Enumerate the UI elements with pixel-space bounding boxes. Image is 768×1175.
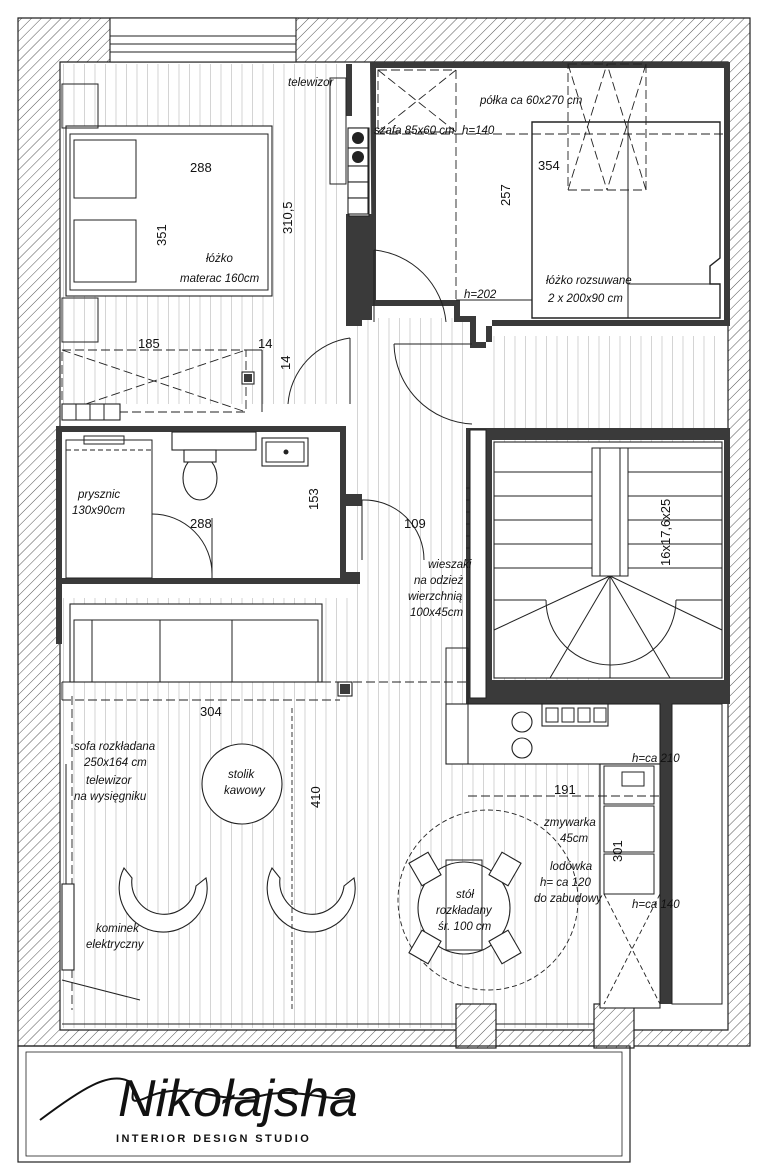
coffee-table: [202, 744, 282, 824]
label-tv-bedroom: telewizor: [288, 77, 334, 89]
dim-304: 304: [200, 704, 222, 719]
label-bed-2: materac 160cm: [180, 273, 260, 285]
label-fridge-3: do zabudowy: [534, 893, 602, 905]
sofa-bed: [532, 122, 720, 318]
hob-burner-1: [512, 712, 532, 732]
label-h140-top: h=140: [462, 125, 495, 137]
label-hangers-2: na odzież: [414, 575, 464, 587]
dim-stairs: 16x17,6x25: [658, 498, 673, 566]
label-sofabed-1: łóżko rozsuwane: [546, 275, 632, 287]
label-shower-1: prysznic: [78, 489, 121, 501]
dim-351: 351: [154, 224, 169, 246]
label-h210: h=ca 210: [632, 753, 680, 765]
label-wardrobe: szafa 85x60 cm: [374, 125, 455, 137]
label-shower-2: 130x90cm: [72, 505, 126, 517]
hob-burner-2: [512, 738, 532, 758]
label-hangers-4: 100x45cm: [410, 607, 464, 619]
toilet: [183, 456, 217, 500]
label-tv-1: telewizor: [86, 775, 132, 787]
dim-288-bath: 288: [190, 516, 212, 531]
label-coffee-2: kawowy: [224, 785, 265, 797]
dim-191: 191: [554, 782, 576, 797]
label-shelf: półka ca 60x270 cm: [480, 95, 583, 107]
label-hangers-1: wieszaki: [428, 559, 472, 571]
sofa: [70, 604, 322, 682]
shelf-box: [568, 64, 646, 190]
dim-301: 301: [610, 840, 625, 862]
label-bed-1: łóżko: [206, 253, 233, 265]
label-tv-2: na wysięgniku: [74, 791, 147, 803]
dim-257: 257: [498, 184, 513, 206]
dim-153: 153: [306, 488, 321, 510]
label-fireplace-2: elektryczny: [86, 939, 144, 951]
dim-310-5: 310,5: [280, 201, 295, 234]
dim-354: 354: [538, 158, 560, 173]
dim-109: 109: [404, 516, 426, 531]
label-fridge-1: lodówka: [550, 861, 593, 873]
studio-logo: [40, 1070, 358, 1145]
label-sofabed-2: 2 x 200x90 cm: [548, 293, 623, 305]
label-dishwasher-1: zmywarka: [544, 817, 596, 829]
label-dishwasher-2: 45cm: [560, 833, 589, 845]
bed: [66, 126, 272, 296]
logo-subtitle: INTERIOR DESIGN STUDIO: [116, 1133, 312, 1145]
label-sofa-1: sofa rozkładana: [74, 741, 156, 753]
dim-14-a: 14: [258, 336, 273, 351]
dim-288-bed: 288: [190, 160, 212, 175]
label-h202: h=202: [464, 289, 497, 301]
label-fridge-2: h= ca 120: [540, 877, 591, 889]
label-sofa-2: 250x164 cm: [84, 757, 147, 769]
label-table-1: stół: [456, 889, 474, 901]
dim-185: 185: [138, 336, 160, 351]
dim-410: 410: [308, 786, 323, 808]
label-fireplace-1: kominek: [96, 923, 139, 935]
dim-14-b: 14: [278, 355, 293, 370]
label-hangers-3: wierzchnią: [408, 591, 463, 603]
stairs: [494, 442, 722, 678]
top-window: [110, 18, 296, 62]
label-table-2: rozkładany: [436, 905, 492, 917]
label-coffee-1: stolik: [228, 769, 255, 781]
logo-signature: Nikołajsha: [118, 1070, 358, 1128]
label-table-3: śr. 100 cm: [438, 921, 492, 933]
label-h140-kitchen: h=ca 140: [632, 899, 680, 911]
